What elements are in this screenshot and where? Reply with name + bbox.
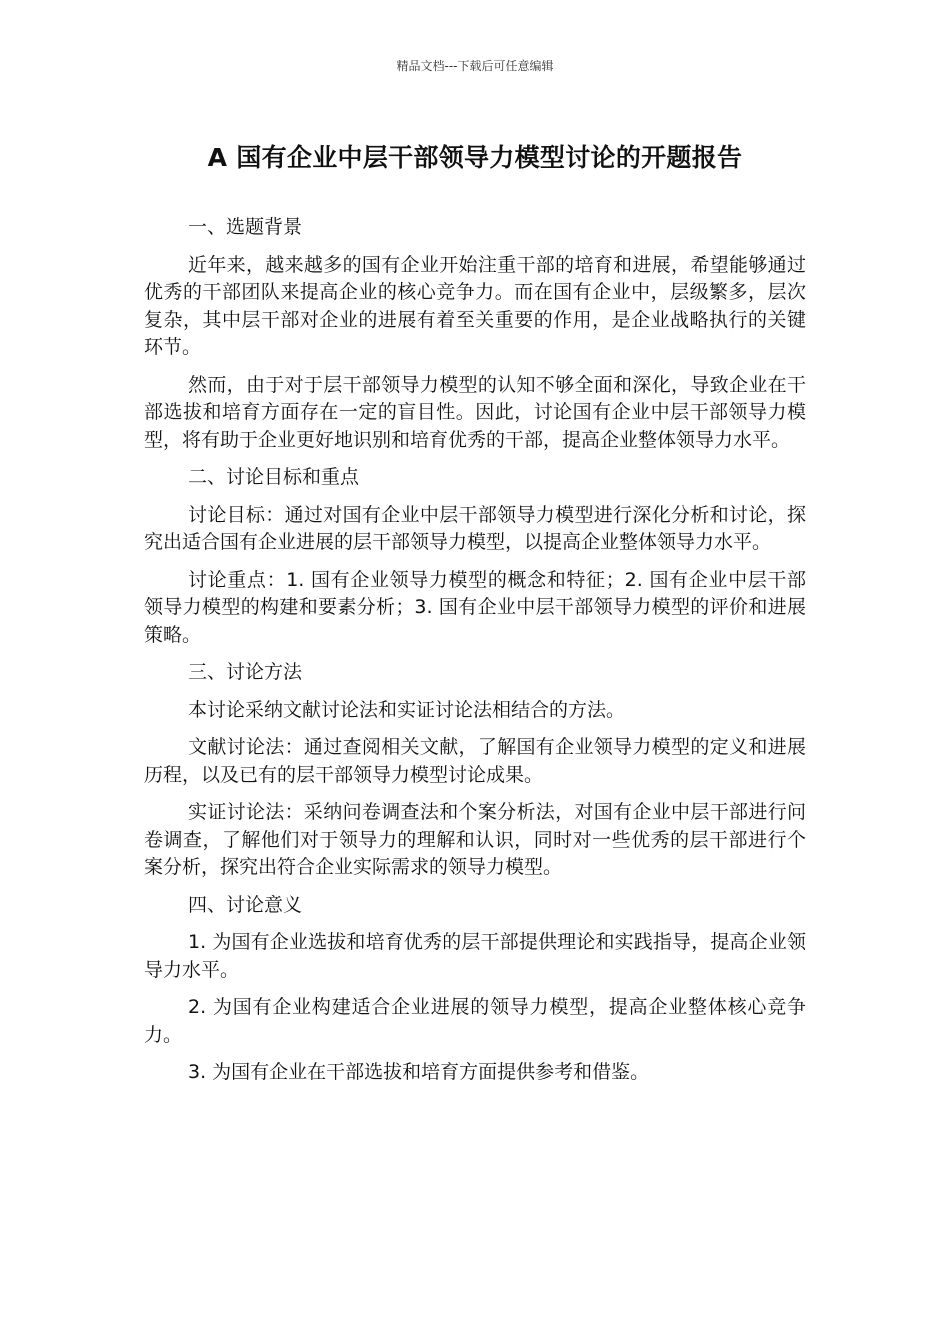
document-title: A 国有企业中层干部领导力模型讨论的开题报告 (207, 143, 743, 172)
document-body (144, 214, 806, 1097)
list-item: 3. 为国有企业在干部选拔和培育方面提供参考和借鉴。 (188, 1061, 650, 1083)
paragraph: 讨论重点：1. 国有企业领导力模型的概念和特征；2. 国有企业中层干部领导力模型的构建和要素分析；3. 国有企业中层干部领导力模型的评价和进展策略。 (144, 568, 806, 646)
section-heading-background: 一、选题背景 (188, 216, 303, 238)
section-heading-significance: 四、讨论意义 (188, 893, 303, 916)
paragraph: 实证讨论法：采纳问卷调查法和个案分析法，对国有企业中层干部进行问卷调查，了解他们对于领导力的理解和认识，同时对一些优秀的层干部进行个案分析，探究出符合企业实际需求的领导力模型。 (144, 801, 806, 878)
paragraph: 然而，由于对于层干部领导力模型的认知不够全面和深化，导致企业在干部选拔和培育方面存在一定的盲目性。因此，讨论国有企业中层干部领导力模型，将有助于企业更好地识别和培育优秀的干部，提高企业整体领导力水平。 (144, 373, 806, 451)
section-heading-goals: 二、讨论目标和重点 (188, 466, 360, 488)
paragraph: 讨论目标：通过对国有企业中层干部领导力模型进行深化分析和讨论，探究出适合国有企业进展的层干部领导力模型，以提高企业整体领导力水平。 (144, 503, 806, 553)
list-item: 2. 为国有企业构建适合企业进展的领导力模型，提高企业整体核心竞争力。 (144, 996, 806, 1046)
section-heading-methods: 三、讨论方法 (188, 661, 303, 683)
paragraph: 近年来，越来越多的国有企业开始注重干部的培育和进展，希望能够通过优秀的干部团队来提高企业的核心竞争力。而在国有企业中，层级繁多，层次复杂，其中层干部对企业的进展有着至关重要的作用，是企业战略执行的关键环节。 (144, 253, 806, 358)
paragraph: 本讨论采纳文献讨论法和实证讨论法相结合的方法。 (188, 698, 626, 721)
list-item: 1. 为国有企业选拔和培育优秀的层干部提供理论和实践指导，提高企业领导力水平。 (144, 931, 806, 981)
paragraph: 文献讨论法：通过查阅相关文献，了解国有企业领导力模型的定义和进展历程，以及已有的层干部领导力模型讨论成果。 (144, 736, 806, 786)
header-watermark: 精品文档---下载后可任意编辑 (396, 59, 554, 73)
